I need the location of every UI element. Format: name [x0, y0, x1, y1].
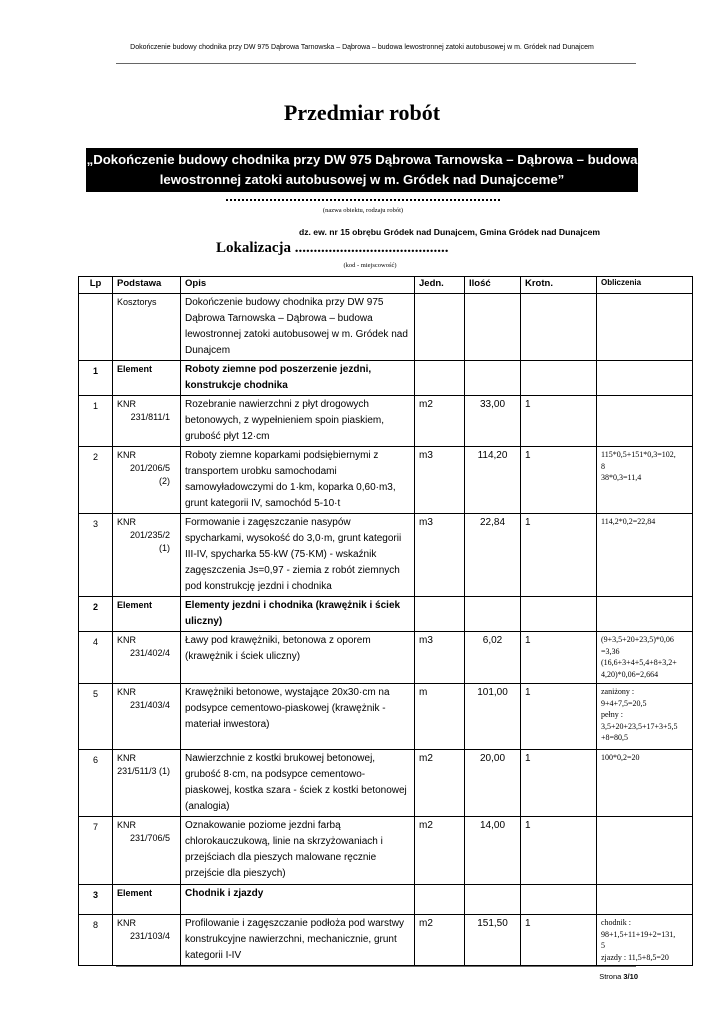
object-name-box: [86, 148, 638, 192]
cell-krotn: 1: [521, 514, 597, 597]
running-header: Dokończenie budowy chodnika przy DW 975 Dąbrowa Tarnowska – Dąbrowa – budowa lewostronnej zatoki autobusowej w m. Gródek nad Dunajcem: [130, 44, 594, 51]
calculation-line: (16,6+3+4+5,4+8+3,2+: [601, 658, 677, 667]
cell-opis: Formowanie i zagęszczanie nasypów spycharkami, wysokość do 3,0·m, grunt kategorii III-IV, spycharka 55·kW (75·KM) - wskaźnik zagęszczenia Js=0,97 - ziemia z robót ziemnych pod konstrukcję jezdni i chodnika: [181, 514, 415, 597]
podstawa-code: 231/403/4: [129, 700, 170, 710]
podstawa-type: KNR: [117, 753, 137, 763]
cell-jedn: m2: [415, 750, 465, 817]
table-row: [79, 750, 693, 817]
cell-krotn: [521, 361, 597, 396]
podstawa-code: 231/706/5: [129, 833, 170, 843]
cell-obliczenia: [597, 294, 693, 361]
cell-krotn: [521, 885, 597, 915]
calculation-line: (9+3,5+20+23,5)*0,06: [601, 635, 674, 644]
calculation-line: +8=80,5: [601, 733, 629, 742]
location-caption: (kod - miejscowość): [343, 262, 397, 269]
cell-krotn: 1: [521, 447, 597, 514]
cell-lp: 7: [79, 817, 113, 885]
calculation-line: 4,20)*0,06=2,664: [601, 669, 659, 679]
cell-opis: Dokończenie budowy chodnika przy DW 975 Dąbrowa Tarnowska – Dąbrowa – budowa lewostronnej zatoki autobusowej w m. Gródek nad Dunajcem: [181, 294, 415, 361]
cell-lp: 8: [79, 915, 113, 966]
cell-lp: 5: [79, 684, 113, 750]
podstawa-type: KNR: [117, 820, 137, 830]
cell-opis: Roboty ziemne pod poszerzenie jezdni, konstrukcje chodnika: [181, 361, 415, 396]
cell-jedn: m2: [415, 817, 465, 885]
cell-opis: Oznakowanie poziome jezdni farbą chlorokauczukową, linie na skrzyżowaniach i przejściach dla pieszych malowane ręcznie przejście dla pieszych): [181, 817, 415, 885]
podstawa-code: 231/511/3 (1): [117, 766, 170, 776]
footer-divider: [116, 966, 636, 967]
cell-ilosc: [465, 885, 521, 915]
calculation-line: 8: [601, 461, 605, 471]
cell-opis: Chodnik i zjazdy: [181, 885, 415, 915]
cell-podstawa: [113, 632, 181, 684]
cell-lp: 1: [79, 361, 113, 396]
cell-podstawa: [113, 447, 181, 514]
cell-lp: 3: [79, 514, 113, 597]
table-row: [79, 514, 693, 597]
cell-opis: Profilowanie i zagęszczanie podłoża pod warstwy konstrukcyjne nawierzchni, mechanicznie, grunt kategorii I-IV: [181, 915, 415, 966]
page-label: Strona: [599, 972, 622, 981]
calculation-line: 114,2*0,2=22,84: [601, 517, 656, 526]
cell-opis: Roboty ziemne koparkami podsiębiernymi z transportem urobku samochodami samowyładowczymi do 1·km, koparka 0,60·m3, grunt kategorii IV, samochód 5-10·t: [181, 447, 415, 514]
cell-jedn: [415, 361, 465, 396]
cell-lp: 2: [79, 597, 113, 632]
table-row: [79, 915, 693, 966]
cell-lp: 4: [79, 632, 113, 684]
table-row: [79, 294, 693, 361]
col-header-ilosc: Ilość: [465, 277, 521, 294]
cell-ilosc: 101,00: [465, 684, 521, 750]
podstawa-type: Element: [117, 888, 153, 898]
calculation-line: 100*0,2=20: [601, 753, 640, 762]
podstawa-type: Kosztorys: [117, 297, 157, 307]
podstawa-code: 231/103/4: [129, 931, 170, 941]
table-row: [79, 632, 693, 684]
cell-podstawa: [113, 885, 181, 915]
calculation-line: 38*0,3=11,4: [601, 473, 642, 482]
cell-jedn: m: [415, 684, 465, 750]
cell-ilosc: 114,20: [465, 447, 521, 514]
calculation-line: pełny :: [601, 710, 623, 719]
cell-podstawa: [113, 684, 181, 750]
calculation-line: 9+4+7,5=20,5: [601, 698, 647, 708]
podstawa-type: Element: [117, 600, 153, 610]
cell-opis: Elementy jezdni i chodnika (krawężnik i ściek uliczny): [181, 597, 415, 632]
cell-lp: 6: [79, 750, 113, 817]
cell-krotn: 1: [521, 396, 597, 447]
calculation-line: zjazdy : 11,5+8,5=20: [601, 952, 669, 962]
object-name-line1: „Dokończenie budowy chodnika przy DW 975 Dąbrowa Tarnowska – Dąbrowa – budowa: [86, 152, 638, 167]
cell-jedn: m3: [415, 447, 465, 514]
cell-krotn: 1: [521, 915, 597, 966]
cell-opis: Ławy pod krawężniki, betonowa z oporem (krawężnik i ściek uliczny): [181, 632, 415, 684]
cell-jedn: [415, 597, 465, 632]
calculation-line: zaniżony :: [601, 687, 635, 696]
calculation-line: chodnik :: [601, 918, 631, 927]
col-header-opis: Opis: [181, 277, 415, 294]
cell-jedn: m3: [415, 514, 465, 597]
cell-podstawa: [113, 817, 181, 885]
podstawa-type: KNR: [117, 687, 137, 697]
page-footer: [599, 972, 638, 981]
cell-obliczenia: [597, 915, 693, 966]
cell-obliczenia: [597, 750, 693, 817]
cell-jedn: m2: [415, 396, 465, 447]
location-label: Lokalizacja .........................................: [216, 240, 449, 256]
cell-obliczenia: [597, 361, 693, 396]
header-divider: [116, 63, 636, 64]
cell-obliczenia: [597, 632, 693, 684]
podstawa-type: KNR: [117, 918, 137, 928]
cell-krotn: [521, 597, 597, 632]
cell-podstawa: [113, 294, 181, 361]
table-header-row: [79, 277, 693, 294]
podstawa-type: KNR: [117, 635, 137, 645]
page-number: 3/10: [623, 972, 638, 981]
cell-krotn: 1: [521, 632, 597, 684]
cell-obliczenia: [597, 885, 693, 915]
cell-obliczenia: [597, 684, 693, 750]
object-caption: (nazwa obiektu, rodzaju robót): [322, 207, 404, 214]
cell-krotn: 1: [521, 684, 597, 750]
cell-lp: 1: [79, 396, 113, 447]
cell-opis: Krawężniki betonowe, wystające 20x30·cm na podsypce cementowo-piaskowej (krawężnik - materiał inwestora): [181, 684, 415, 750]
table-row: [79, 684, 693, 750]
calculation-line: 5: [601, 941, 605, 950]
page-title: Przedmiar robót: [283, 100, 441, 125]
cell-opis: Rozebranie nawierzchni z płyt drogowych betonowych, z wypełnieniem spoin piaskiem, grubość płyt 12·cm: [181, 396, 415, 447]
table-row: [79, 447, 693, 514]
cell-podstawa: [113, 396, 181, 447]
cell-ilosc: [465, 597, 521, 632]
plot-info: dz. ew. nr 15 obrębu Gródek nad Dunajcem, Gmina Gródek nad Dunajcem: [298, 227, 600, 237]
bill-of-quantities-table: [78, 276, 693, 966]
cell-krotn: [521, 294, 597, 361]
cell-ilosc: [465, 361, 521, 396]
calculation-line: 98+1,5+11+19+2=131,: [601, 929, 676, 939]
podstawa-type: KNR: [117, 517, 137, 527]
cell-obliczenia: [597, 396, 693, 447]
col-header-obliczenia: Obliczenia: [597, 277, 693, 294]
podstawa-code: 201/206/5 (2): [129, 463, 170, 486]
podstawa-code: 201/235/2 (1): [129, 530, 170, 553]
cell-opis: Nawierzchnie z kostki brukowej betonowej, grubość 8·cm, na podsypce cementowo-piaskowej, kostka szara - ściek z kostki betonowej (analogia): [181, 750, 415, 817]
section-row: [79, 361, 693, 396]
cell-jedn: m3: [415, 632, 465, 684]
cell-podstawa: [113, 597, 181, 632]
cell-ilosc: 33,00: [465, 396, 521, 447]
table-row: [79, 396, 693, 447]
cell-ilosc: 6,02: [465, 632, 521, 684]
podstawa-type: Element: [117, 364, 153, 374]
cell-obliczenia: [597, 514, 693, 597]
col-header-jedn: Jedn.: [415, 277, 465, 294]
col-header-krotn: Krotn.: [521, 277, 597, 294]
cell-ilosc: 20,00: [465, 750, 521, 817]
podstawa-code: 231/811/1: [130, 412, 170, 422]
cell-ilosc: 14,00: [465, 817, 521, 885]
cell-obliczenia: [597, 447, 693, 514]
cell-ilosc: 151,50: [465, 915, 521, 966]
section-row: [79, 597, 693, 632]
cell-lp: 2: [79, 447, 113, 514]
cell-obliczenia: [597, 817, 693, 885]
col-header-lp: Lp: [79, 277, 113, 294]
section-row: [79, 885, 693, 915]
calculation-line: 3,5+20+23,5+17+3+5,5: [601, 721, 678, 731]
object-name-line2: lewostronnej zatoki autobusowej w m. Gródek nad Dunajcceme”: [159, 172, 565, 187]
cell-ilosc: 22,84: [465, 514, 521, 597]
calculation-line: =3,36: [601, 646, 620, 656]
cell-krotn: 1: [521, 817, 597, 885]
cell-podstawa: [113, 750, 181, 817]
cell-ilosc: [465, 294, 521, 361]
podstawa-type: KNR: [117, 450, 137, 460]
cell-podstawa: [113, 514, 181, 597]
cell-obliczenia: [597, 597, 693, 632]
cell-podstawa: [113, 915, 181, 966]
table-row: [79, 817, 693, 885]
cell-jedn: [415, 294, 465, 361]
podstawa-type: KNR: [117, 399, 137, 409]
calculation-line: 115*0,5+151*0,3=102,: [601, 450, 676, 459]
podstawa-code: 231/402/4: [129, 648, 170, 658]
cell-krotn: 1: [521, 750, 597, 817]
cell-lp: [79, 294, 113, 361]
cell-jedn: m2: [415, 915, 465, 966]
cell-jedn: [415, 885, 465, 915]
col-header-podstawa: Podstawa: [113, 277, 181, 294]
object-dotted-line: [226, 195, 500, 201]
cell-lp: 3: [79, 885, 113, 915]
cell-podstawa: [113, 361, 181, 396]
